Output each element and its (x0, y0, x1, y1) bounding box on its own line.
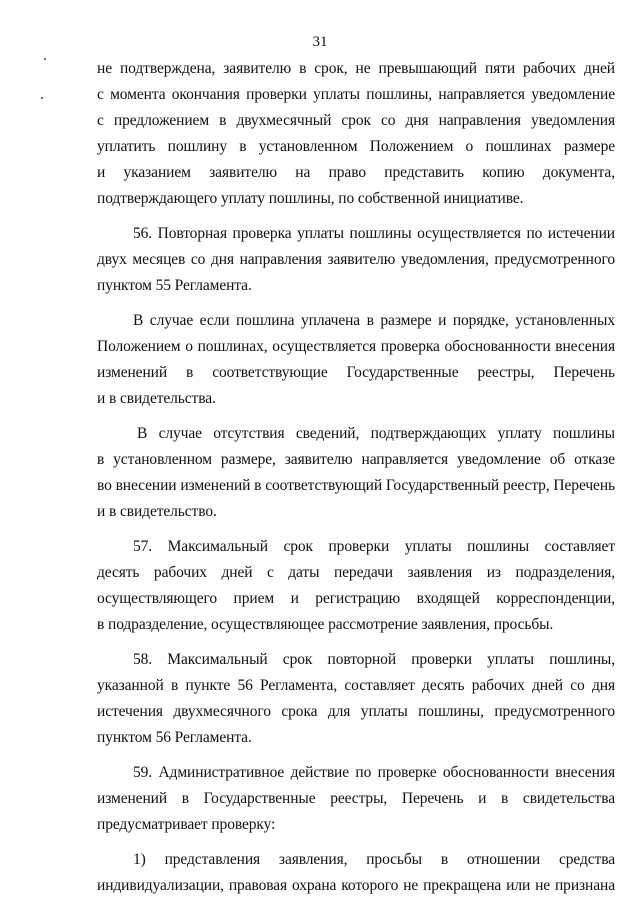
clause-58 (97, 647, 615, 751)
document-body (97, 56, 615, 899)
text-line: в подразделение, осуществляющее рассмотрение заявления, просьбы. (97, 616, 554, 633)
text-line: уплатить пошлину в установленном Положением о пошлинах размере (97, 138, 615, 155)
paragraph-continuation (97, 56, 615, 212)
text-line: и в свидетельства. (97, 390, 216, 407)
paragraph-no-payment (97, 421, 615, 525)
clause-56 (97, 221, 615, 299)
text-line: в установленном размере, заявителю направляется уведомление об отказе (97, 451, 615, 468)
text-line: и указанием заявителю на право представить копию документа, (97, 164, 615, 181)
clause-59 (97, 760, 615, 838)
text-line: 57. Максимальный срок проверки уплаты пошлины составляет (133, 538, 615, 555)
text-line: предусматривает проверку: (97, 816, 276, 833)
text-line: с предложением в двухмесячный срок со дня направления уведомления (97, 112, 615, 129)
text-line: 1) представления заявления, просьбы в отношении средства (133, 851, 615, 868)
paragraph-duty-paid (97, 308, 615, 412)
text-line: и в свидетельство. (97, 503, 217, 520)
text-line: В случае отсутствия сведений, подтверждающих уплату пошлины (137, 425, 615, 442)
text-line: 56. Повторная проверка уплаты пошлины осуществляется по истечении (133, 225, 615, 242)
text-line: изменений в Государственные реестры, Перечень и в свидетельства (97, 790, 615, 807)
text-line: индивидуализации, правовая охрана которого не прекращена или не признана (97, 877, 615, 894)
text-line: десять рабочих дней с даты передачи заявления из подразделения, (97, 564, 615, 581)
scan-speck (44, 58, 46, 60)
text-line: во внесении изменений в соответствующий Государственный реестр, Перечень (97, 477, 615, 494)
text-line: осуществляющего прием и регистрацию входящей корреспонденции, (97, 590, 615, 607)
clause-59-item-1 (97, 847, 615, 899)
text-line: Положением о пошлинах, осуществляется проверка обоснованности внесения (97, 338, 615, 355)
page-number: 31 (312, 34, 328, 50)
text-line: изменений в соответствующие Государственные реестры, Перечень (97, 364, 615, 381)
text-line: двух месяцев со дня направления заявителю уведомления, предусмотренного (97, 251, 615, 268)
text-line: 58. Максимальный срок повторной проверки уплаты пошлины, (133, 651, 615, 668)
text-line: 59. Административное действие по проверке обоснованности внесения (133, 764, 615, 781)
clause-57 (97, 534, 615, 638)
text-line: пунктом 56 Регламента. (97, 729, 252, 746)
text-line: не подтверждена, заявителю в срок, не превышающий пяти рабочих дней (97, 60, 615, 77)
text-line: В случае если пошлина уплачена в размере и порядке, установленных (133, 312, 615, 329)
scan-speck (41, 97, 43, 99)
text-line: подтверждающего уплату пошлины, по собственной инициативе. (97, 190, 524, 207)
text-line: истечения двухмесячного срока для уплаты пошлины, предусмотренного (97, 703, 615, 720)
text-line: с момента окончания проверки уплаты пошлины, направляется уведомление (97, 86, 615, 103)
text-line: пунктом 55 Регламента. (97, 277, 252, 294)
text-line: указанной в пункте 56 Регламента, составляет десять рабочих дней со дня (97, 677, 615, 694)
